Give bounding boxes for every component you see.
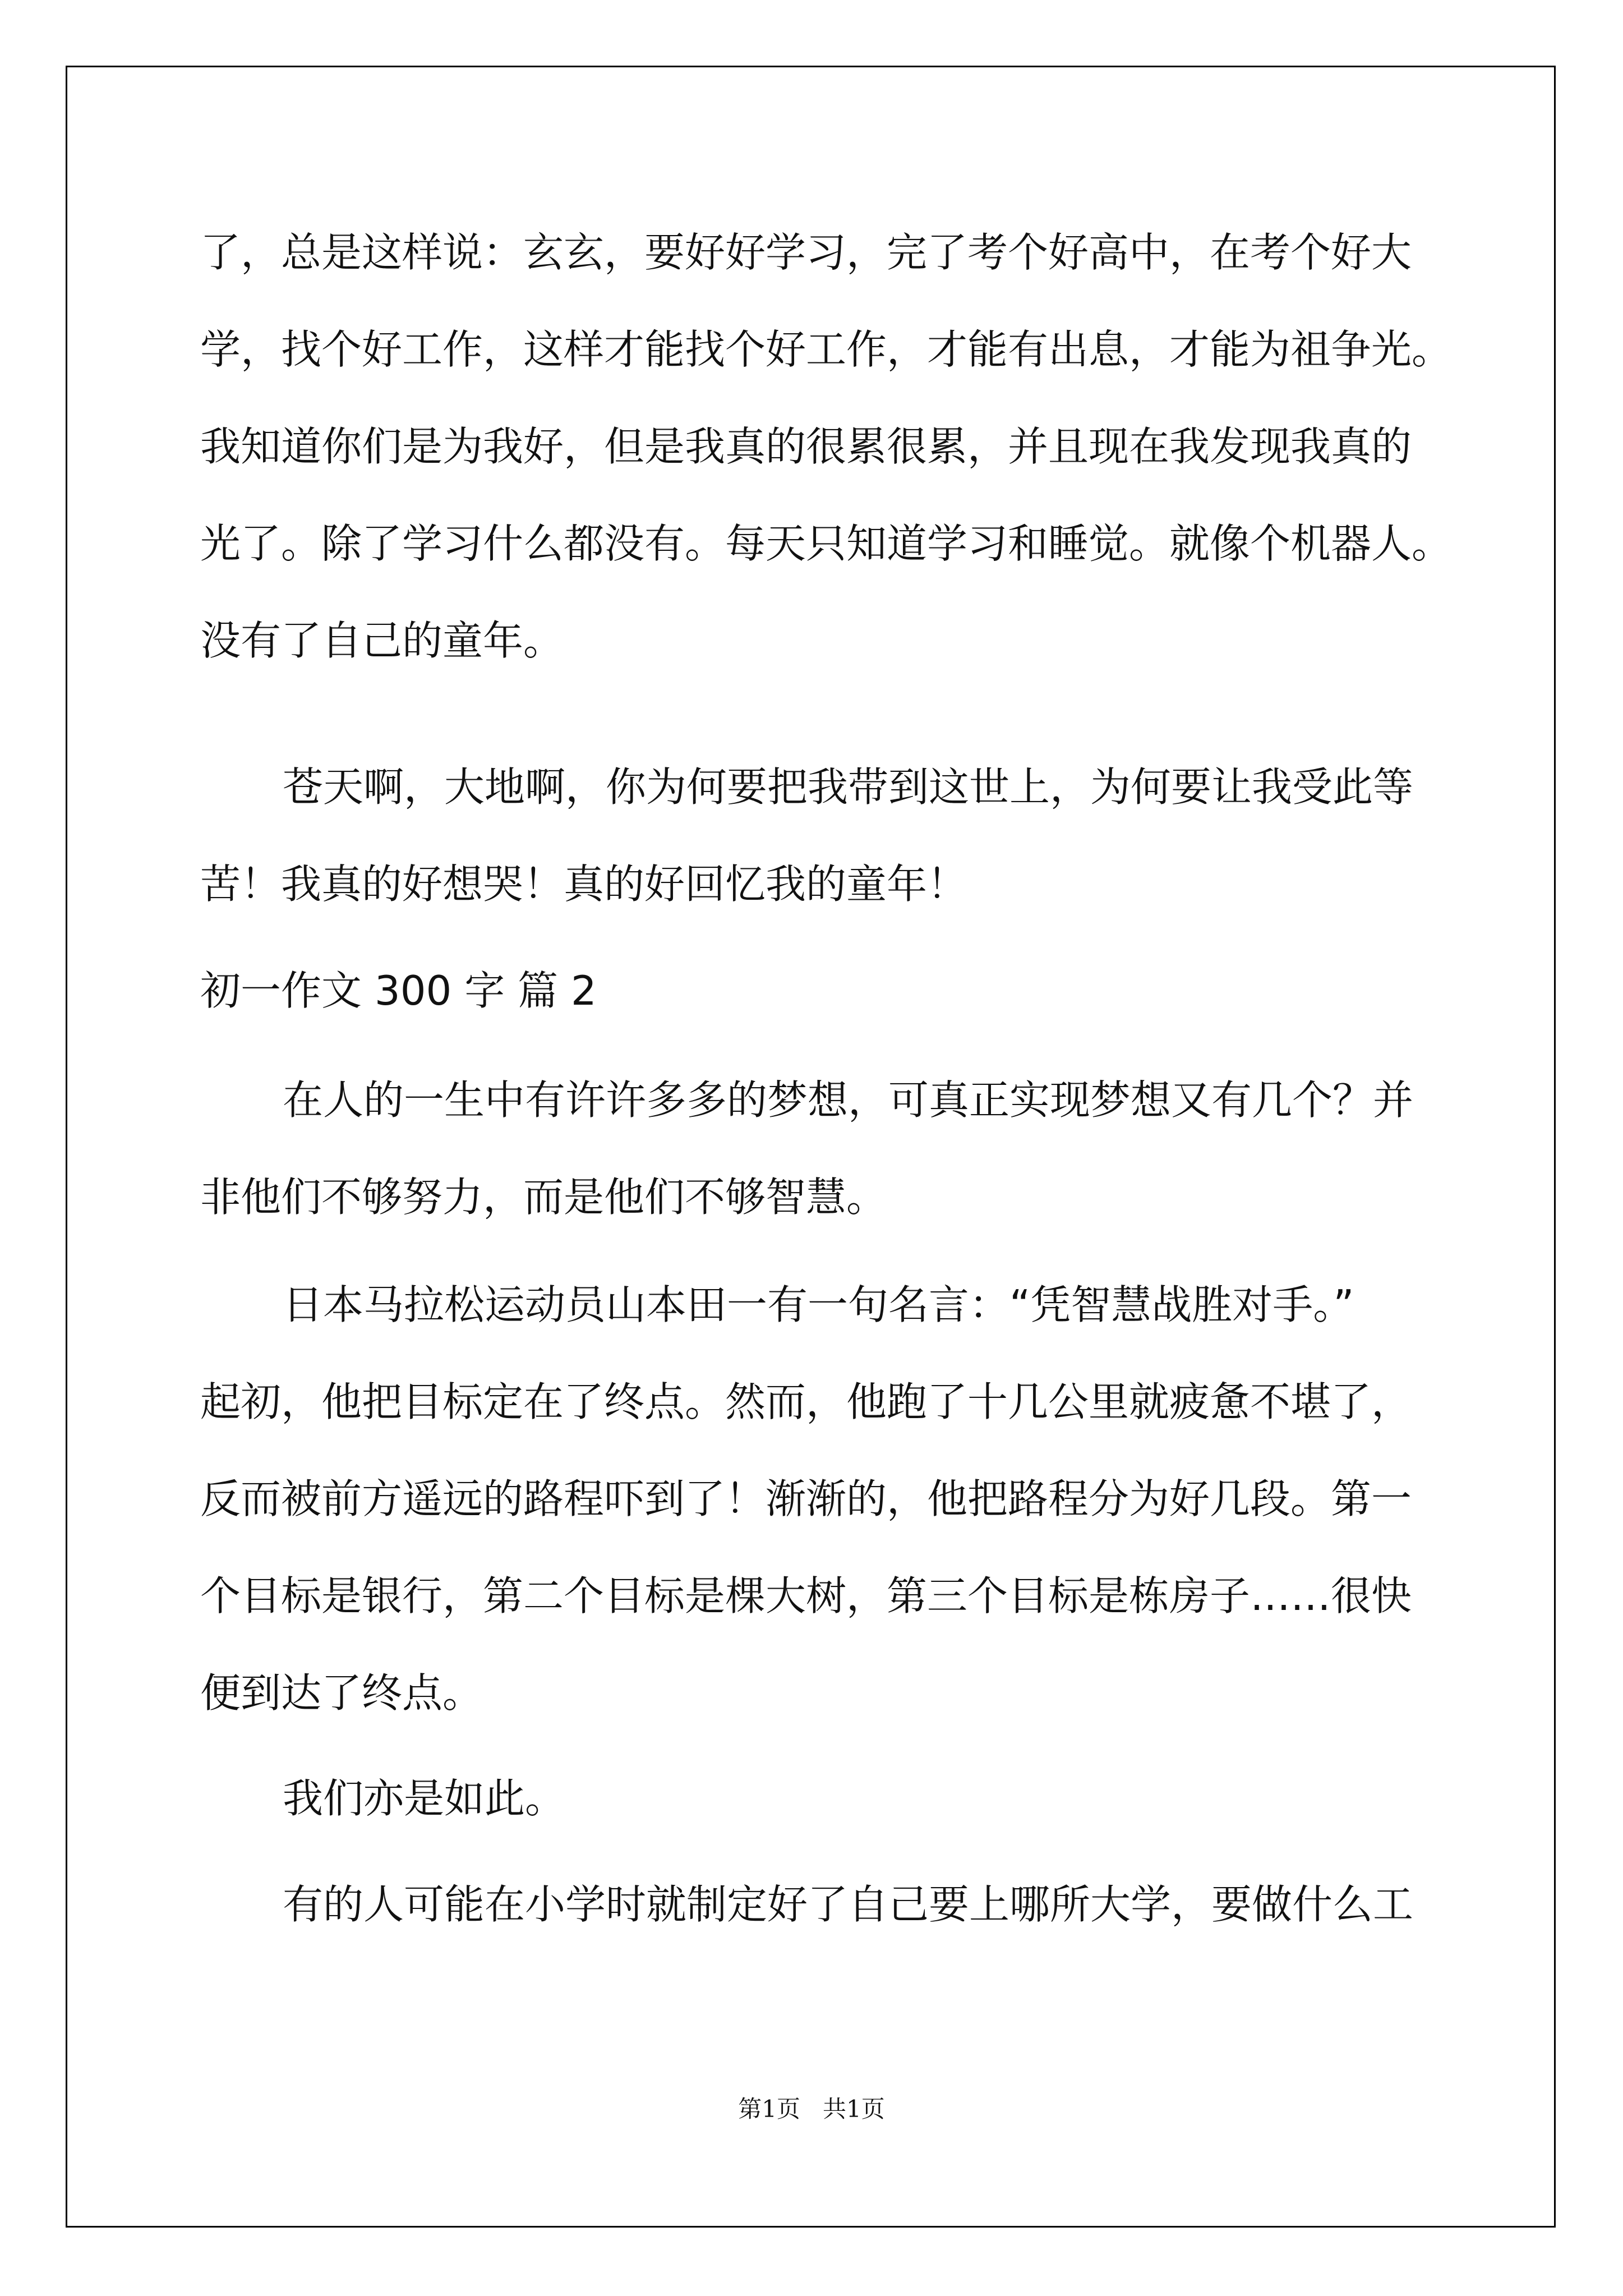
text-line: 光了。除了学习什么都没有。每天只知道学习和睡觉。就像个机器人。 bbox=[200, 520, 1453, 567]
page-number: 第1页 共1页 bbox=[738, 2095, 885, 2123]
text-line: 了，总是这样说：玄玄，要好好学习，完了考个好高中，在考个好大 bbox=[200, 229, 1412, 276]
text-line: 反而被前方遥远的路程吓到了！渐渐的，他把路程分为好几段。第一 bbox=[200, 1475, 1412, 1522]
text-line: 起初，他把目标定在了终点。然而，他跑了十几公里就疲惫不堪了， bbox=[200, 1378, 1412, 1425]
text-line: 没有了自己的童年。 bbox=[200, 617, 564, 664]
text-line: 便到达了终点。 bbox=[200, 1669, 483, 1717]
text-line: 在人的一生中有许许多多的梦想，可真正实现梦想又有几个？并 bbox=[283, 1076, 1414, 1124]
text-line: 我们亦是如此。 bbox=[283, 1775, 566, 1822]
text-line: 学，找个好工作，这样才能找个好工作，才能有出息，才能为祖争光。 bbox=[200, 326, 1453, 373]
text-line: 有的人可能在小学时就制定好了自己要上哪所大学，要做什么工 bbox=[283, 1881, 1414, 1928]
text-line: 个目标是银行，第二个目标是棵大树，第三个目标是栋房子……很快 bbox=[200, 1572, 1412, 1619]
text-line: 非他们不够努力，而是他们不够智慧。 bbox=[200, 1174, 887, 1221]
text-line: 日本马拉松运动员山本田一有一句名言：“凭智慧战胜对手。” bbox=[283, 1281, 1354, 1328]
section-heading: 初一作文 300 字 篇 2 bbox=[200, 967, 597, 1014]
text-line: 苦！我真的好想哭！真的好回忆我的童年！ bbox=[200, 861, 968, 908]
text-line: 我知道你们是为我好，但是我真的很累很累，并且现在我发现我真的 bbox=[200, 423, 1412, 470]
text-line: 苍天啊，大地啊，你为何要把我带到这世上，为何要让我受此等 bbox=[283, 763, 1414, 811]
